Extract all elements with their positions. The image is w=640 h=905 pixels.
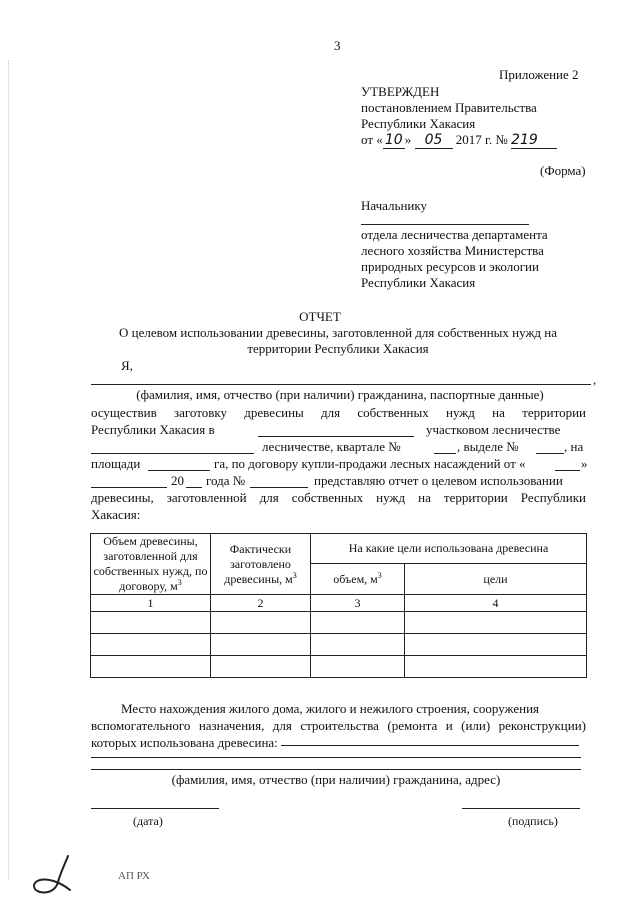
body-line2b: участковом лесничестве xyxy=(426,422,561,437)
report-title: ОТЧЕТ xyxy=(299,309,341,324)
i-label: Я, xyxy=(121,358,133,373)
body-line6: древесины, заготовленной для собственных нужд на территории Республики xyxy=(91,490,586,505)
addressee-line3: природных ресурсов и экологии xyxy=(361,259,539,274)
body-line5b: года № xyxy=(206,473,246,488)
fio-address-hint: (фамилия, имя, отчество (при наличии) гражданина, адрес) xyxy=(171,772,501,787)
body-line4c: » xyxy=(581,456,588,471)
approval-day: 10 xyxy=(383,132,405,149)
page-number: 3 xyxy=(334,38,341,53)
date-prefix: от « xyxy=(361,132,383,147)
date-label: (дата) xyxy=(133,814,163,828)
footer-line1: Место нахождения жилого дома, жилого и нежилого строения, сооружения xyxy=(121,701,540,716)
date-mid: » xyxy=(404,132,412,147)
table-row xyxy=(91,612,587,634)
column-number: 4 xyxy=(405,595,587,612)
body-line3a: лесничестве, квартале № xyxy=(262,439,401,454)
addressee-name-line xyxy=(361,224,529,225)
body-line3c: , на xyxy=(564,439,584,454)
fio-line xyxy=(91,384,591,385)
body-line1: осуществив заготовку древесины для собственных нужд на территории xyxy=(91,405,586,420)
report-subtitle-line1: О целевом использовании древесины, заготовленной для собственных нужд на xyxy=(118,325,558,340)
body-line3b: , выделе № xyxy=(457,439,519,454)
addressee-line1: отдела лесничества департамента xyxy=(361,227,548,242)
approved-by-line1: постановлением Правительства xyxy=(361,100,537,115)
footer-line3: которых использована древесина: xyxy=(91,735,278,750)
body-line2a: Республики Хакасия в xyxy=(91,422,215,437)
contract-month-line xyxy=(91,487,167,488)
address-line1 xyxy=(281,745,579,746)
header-usage-goals: цели xyxy=(405,564,587,595)
area-line xyxy=(148,470,210,471)
approval-date-line xyxy=(361,132,557,149)
address-line2 xyxy=(91,757,581,758)
body-line5a: 20 xyxy=(171,473,184,488)
header-usage-volume: объем, $м^3$ xyxy=(311,564,405,595)
footer-line2: вспомогательного назначения, для строительства (ремонта и (или) реконструкции) xyxy=(91,718,586,733)
date-line xyxy=(91,808,219,809)
signature-line xyxy=(462,808,580,809)
body-line7: Хакасия: xyxy=(91,507,141,522)
addressee-to: Начальнику xyxy=(361,198,428,213)
header-usage-purpose: На какие цели использована древесина xyxy=(311,534,587,564)
approved-by-line2: Республики Хакасия xyxy=(361,116,476,131)
addressee-line4: Республики Хакасия xyxy=(361,275,476,290)
column-number: 3 xyxy=(311,595,405,612)
fio-comma: , xyxy=(593,372,597,387)
body-line5c: представляю отчет о целевом использовании xyxy=(314,473,563,488)
address-line3 xyxy=(91,769,581,770)
report-subtitle-line2: территории Республики Хакасия xyxy=(247,341,429,356)
binding-margin xyxy=(8,60,10,880)
contract-day-line xyxy=(555,470,580,471)
addressee-line2: лесного хозяйства Министерства xyxy=(361,243,544,258)
column-number: 1 xyxy=(91,595,211,612)
forestry-district-line xyxy=(258,436,414,437)
header-volume-actual: Фактически заготовлено древесины, $м^3$ xyxy=(211,534,311,595)
section-line xyxy=(536,453,564,454)
table-row xyxy=(91,634,587,656)
stamp-code: АП РХ xyxy=(118,870,150,882)
table-row xyxy=(91,656,587,678)
handwritten-mark-icon xyxy=(30,852,78,898)
report-table xyxy=(90,533,587,678)
forestry-line xyxy=(91,453,254,454)
body-line4b: га, по договору купли-продажи лесных насаждений от « xyxy=(214,456,526,471)
form-label: (Форма) xyxy=(540,163,586,178)
signature-label: (подпись) xyxy=(508,814,558,828)
fio-hint: (фамилия, имя, отчество (при наличии) гражданина, паспортные данные) xyxy=(136,387,544,402)
appendix-label: Приложение 2 xyxy=(499,67,579,82)
column-number: 2 xyxy=(211,595,311,612)
quarter-line xyxy=(434,453,456,454)
contract-number-line xyxy=(250,487,308,488)
body-line4a: площади xyxy=(91,456,141,471)
approval-number: 219 xyxy=(511,132,557,149)
approval-month: 05 xyxy=(415,132,453,149)
approved-label: УТВЕРЖДЕН xyxy=(361,84,440,99)
approval-year: 2017 г. № xyxy=(455,132,508,147)
contract-year-line xyxy=(186,487,202,488)
header-volume-contract: Объем древесины, заготовленной для собственных нужд, по договору, $м^3$ xyxy=(91,534,211,595)
